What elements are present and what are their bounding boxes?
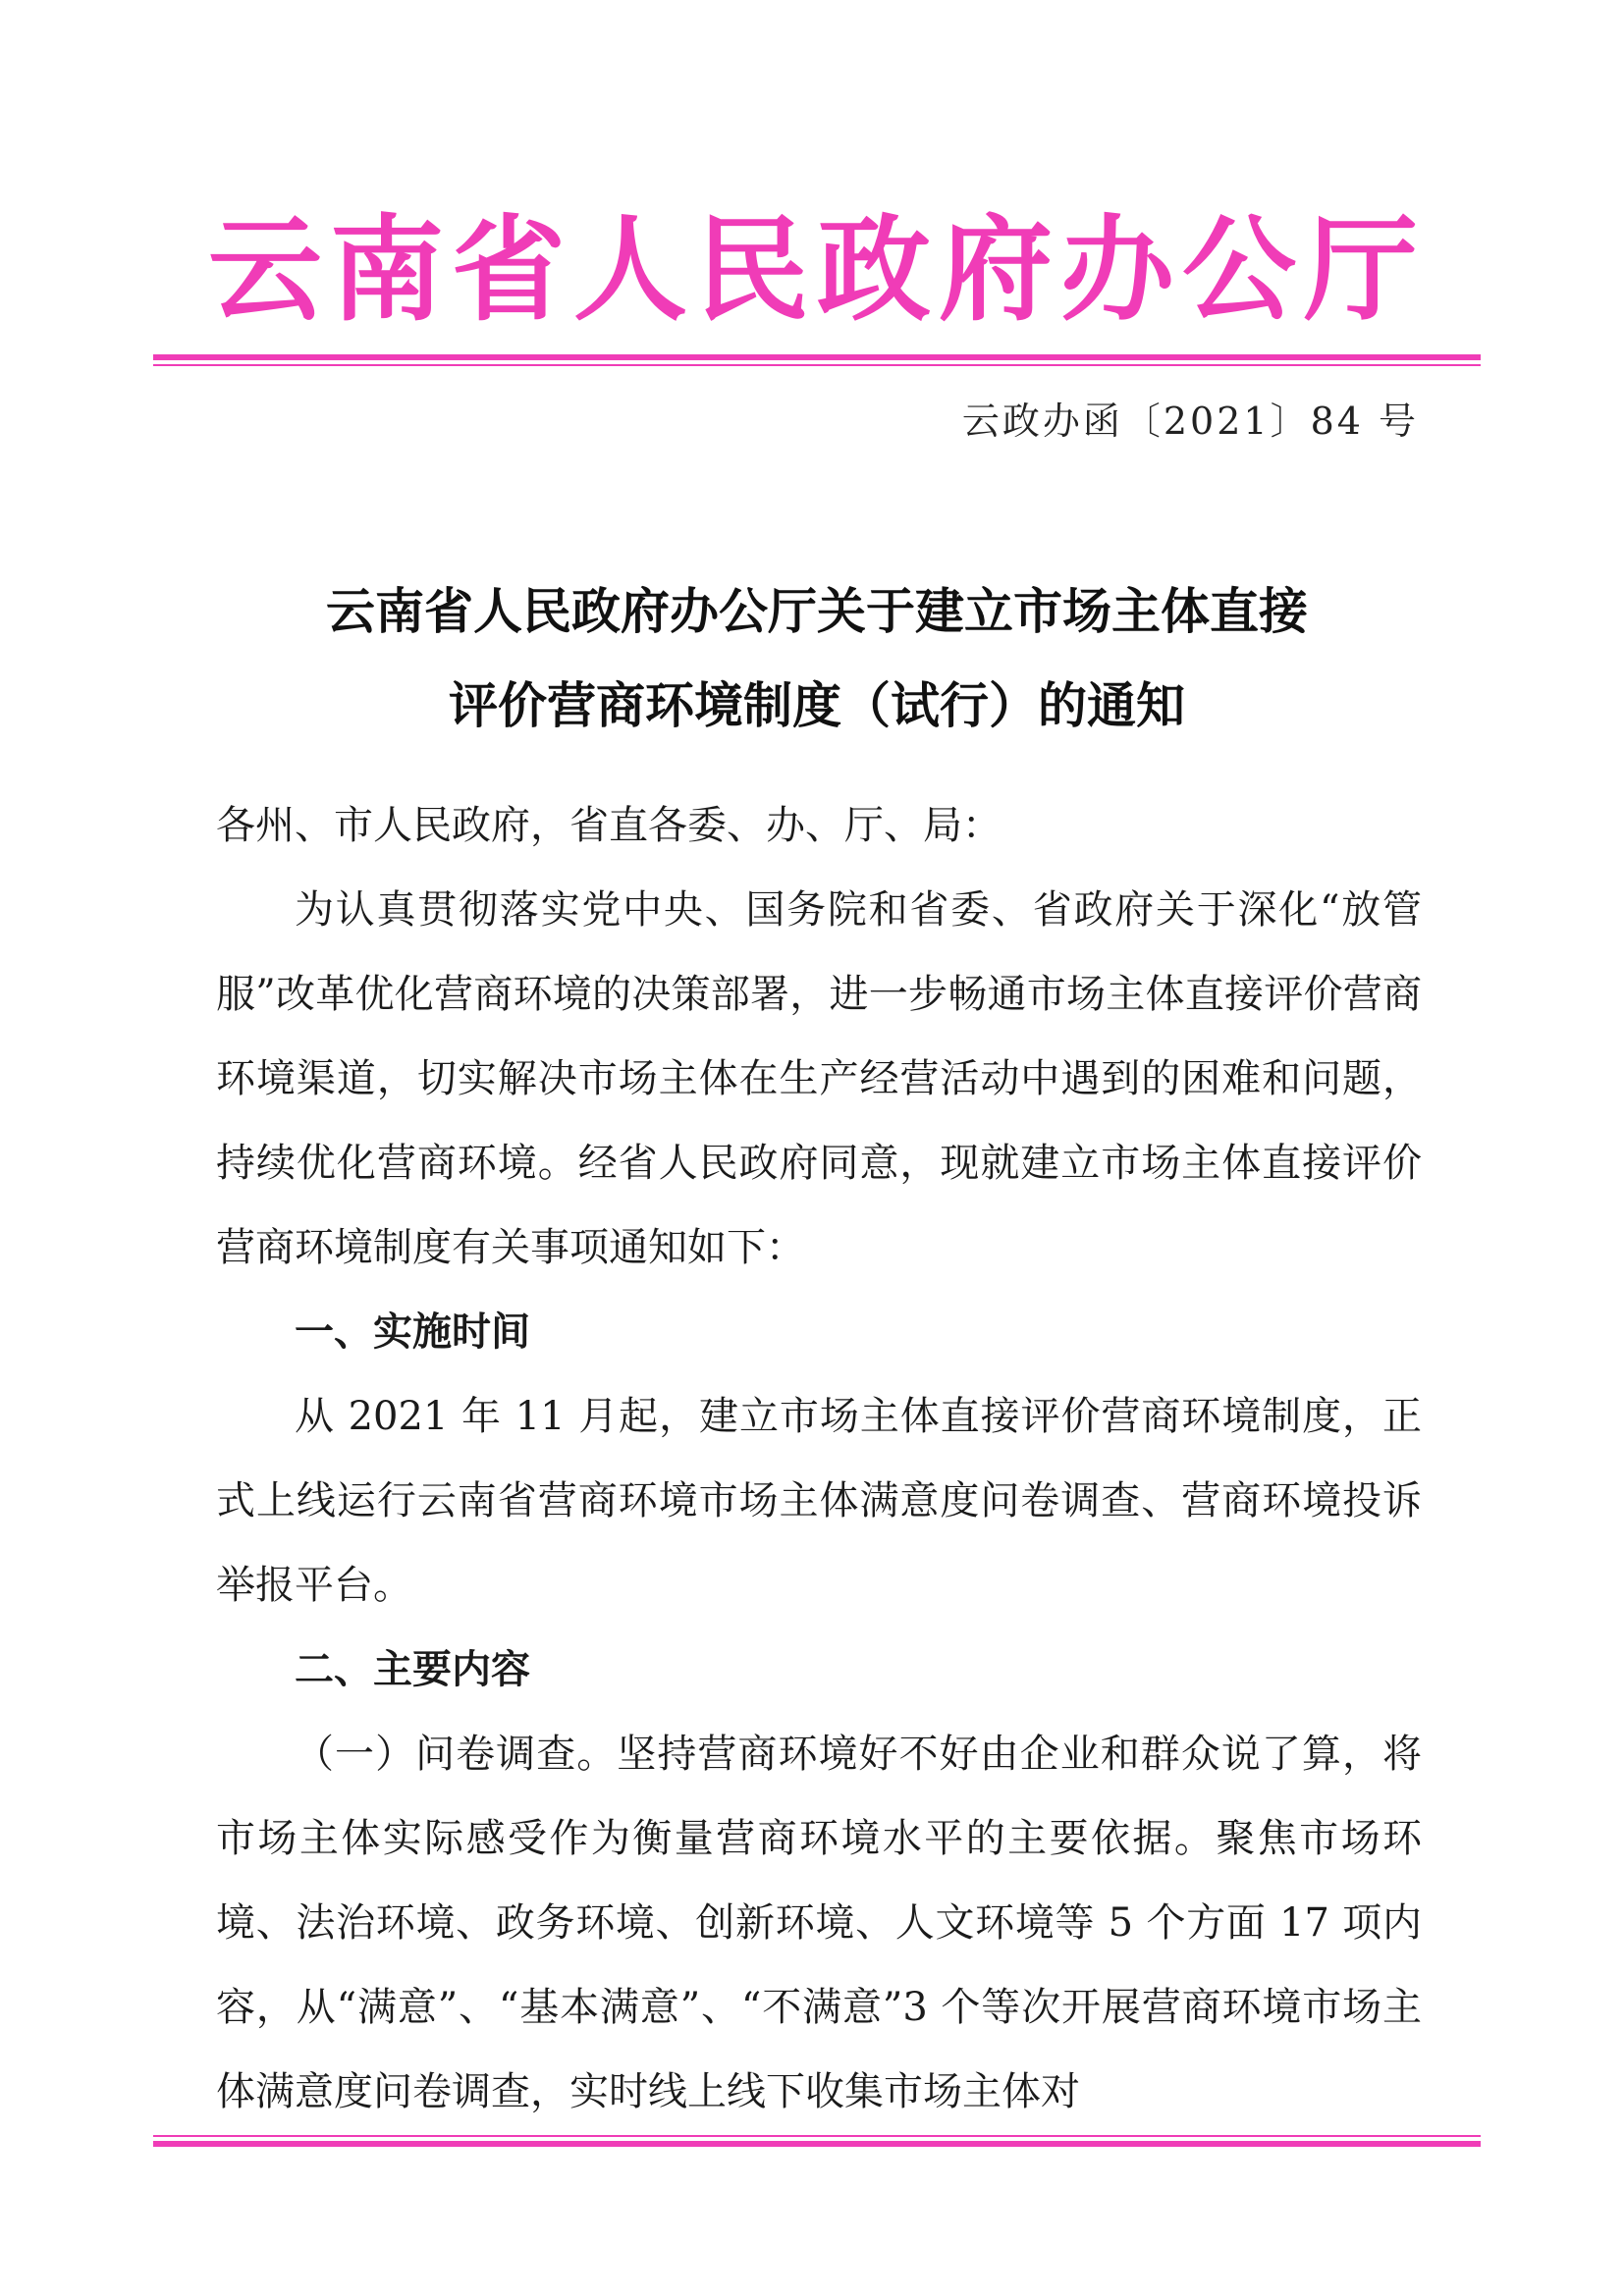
document-title-line1: 云南省人民政府办公厅关于建立市场主体直接: [326, 582, 1308, 640]
header-rule-thin: [153, 364, 1481, 366]
issuer-header: 云南省人民政府办公厅: [208, 203, 1426, 337]
salutation: 各州、市人民政府，省直各委、办、厅、局：: [216, 803, 1001, 848]
header-rule-thick: [153, 354, 1481, 360]
document-title: [153, 564, 1481, 753]
footer-rule-thin: [153, 2135, 1481, 2137]
section-heading-2: 二、主要内容: [295, 1647, 530, 1692]
footer-rule-thick: [153, 2141, 1481, 2147]
document-title-line2: 评价营商环境制度（试行）的通知: [449, 676, 1185, 734]
section-paragraph-2: （一）问卷调查。坚持营商环境好不好由企业和群众说了算，将市场主体实际感受作为衡量营商环境水平的主要依据。聚焦市场环境、法治环境、政务环境、创新环境、人文环境等 5 个方面 17 项内容，从“满意”、“基本满意”、“不满意”3 个等次开展营商环境市场主体满意度问卷调查，实时线上线下收集市场主体对: [216, 1732, 1422, 2114]
document-number: 云政办函〔2021〕84 号: [961, 400, 1419, 443]
section-heading-1: 一、实施时间: [295, 1309, 530, 1355]
section-paragraph-1: 从 2021 年 11 月起，建立市场主体直接评价营商环境制度，正式上线运行云南省营商环境市场主体满意度问卷调查、营商环境投诉举报平台。: [216, 1394, 1422, 1608]
document-body: [216, 783, 1422, 2134]
intro-paragraph: 为认真贯彻落实党中央、国务院和省委、省政府关于深化“放管服”改革优化营商环境的决策部署，进一步畅通市场主体直接评价营商环境渠道，切实解决市场主体在生产经营活动中遇到的困难和问题，持续优化营商环境。经省人民政府同意，现就建立市场主体直接评价营商环境制度有关事项通知如下：: [216, 887, 1422, 1270]
